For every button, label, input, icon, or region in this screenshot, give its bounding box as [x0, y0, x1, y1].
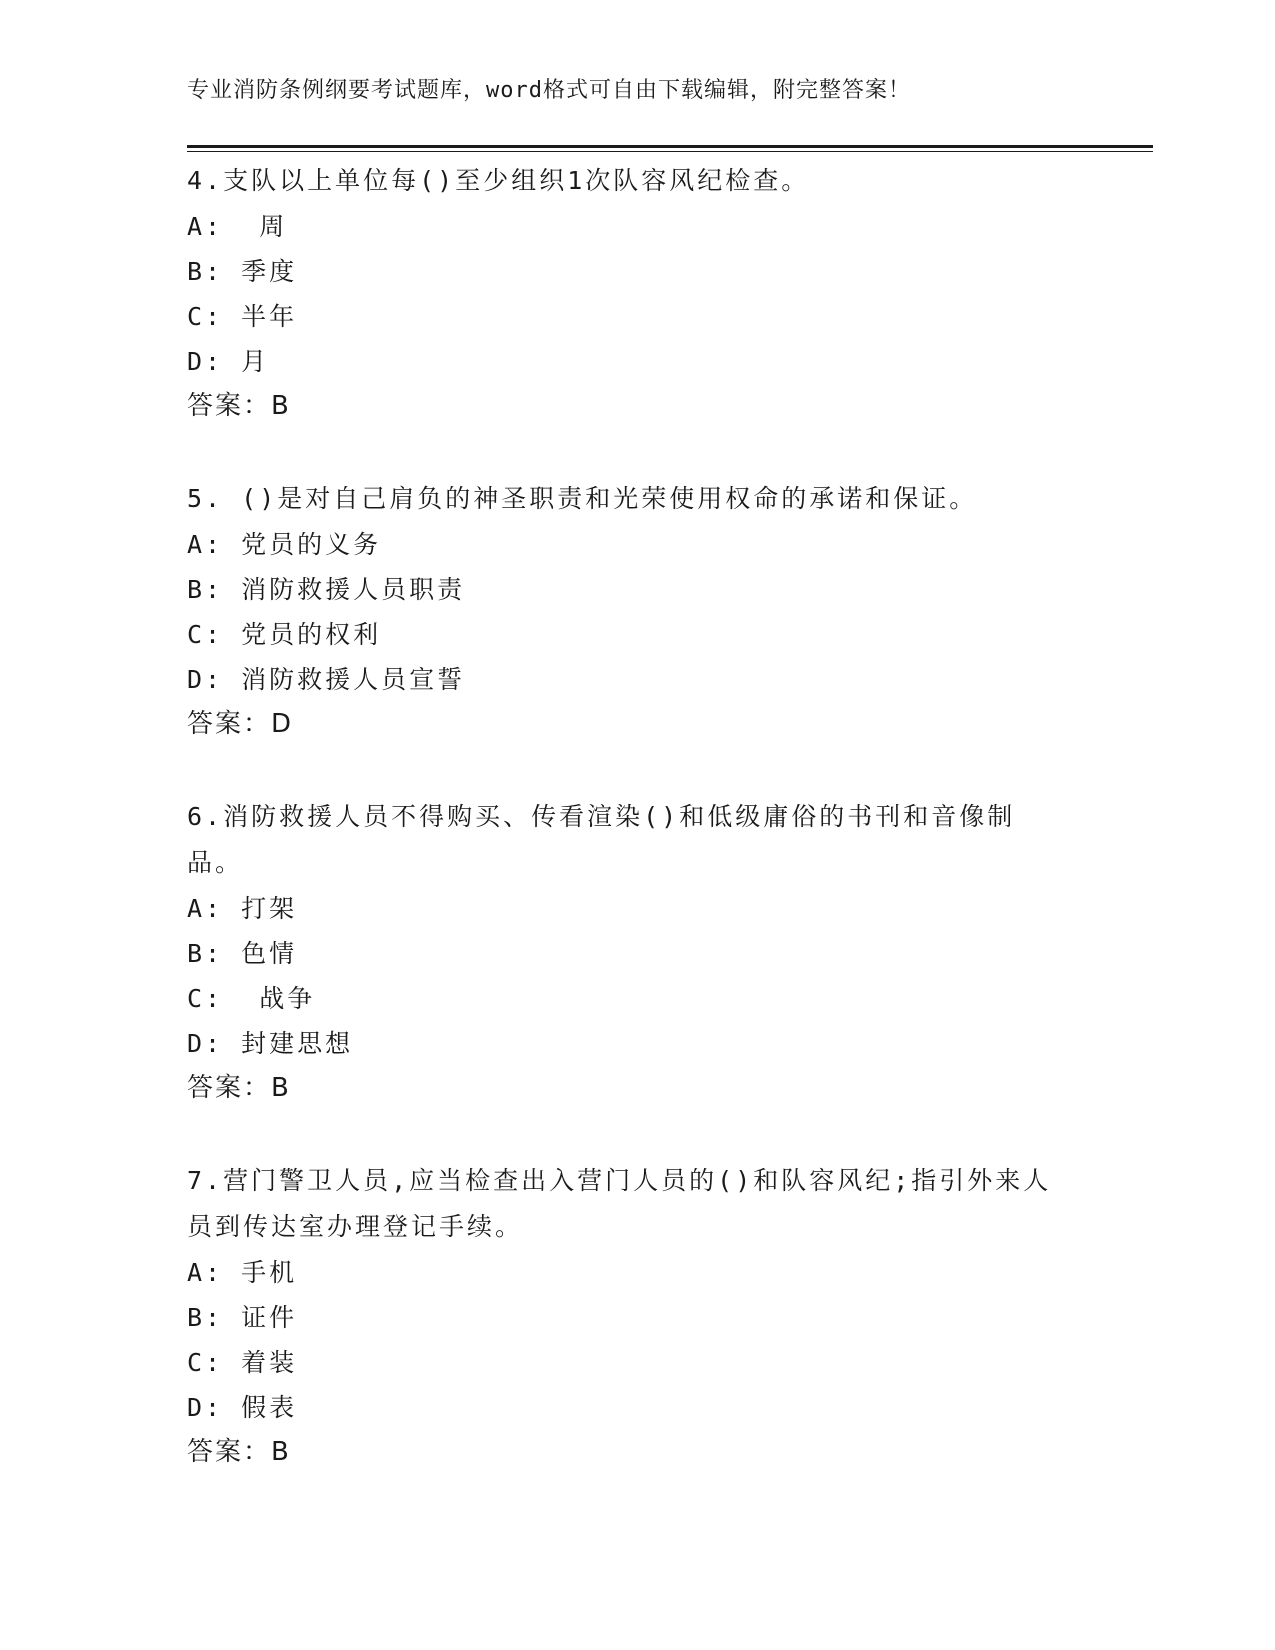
option-d: D: 假表 [187, 1393, 298, 1422]
option-b: B: 证件 [187, 1303, 298, 1332]
option-a: A: 党员的义务 [187, 530, 382, 559]
option-b: B: 季度 [187, 257, 298, 286]
question-stem: 4.支队以上单位每()至少组织1次队容风纪检查。 [187, 166, 810, 195]
option-d: D: 消防救援人员宣誓 [187, 665, 466, 694]
question-6 [187, 794, 1067, 1111]
question-4 [187, 158, 1067, 429]
question-stem: 5. ()是对自己肩负的神圣职责和光荣使用权命的承诺和保证。 [187, 484, 978, 513]
option-a: A: 手机 [187, 1258, 298, 1287]
option-c: C: 战争 [187, 984, 316, 1013]
question-5 [187, 476, 1067, 747]
option-d: D: 月 [187, 347, 270, 376]
question-stem: 6.消防救援人员不得购买、传看渲染()和低级庸俗的书刊和音像制品。 [187, 802, 1016, 877]
answer-line: 答案：B [187, 1073, 291, 1103]
option-b: B: 消防救援人员职责 [187, 575, 466, 604]
option-a: A: 周 [187, 212, 288, 241]
question-stem: 7.营门警卫人员,应当检查出入营门人员的()和队容风纪;指引外来人员到传达室办理登记手续。 [187, 1166, 1052, 1241]
header-rule-thin [187, 151, 1153, 152]
question-list [187, 158, 1067, 1522]
option-d: D: 封建思想 [187, 1029, 354, 1058]
question-7 [187, 1158, 1067, 1475]
option-b: B: 色情 [187, 939, 298, 968]
option-c: C: 着装 [187, 1348, 298, 1377]
page-header: 专业消防条例纲要考试题库，word格式可自由下载编辑，附完整答案！ [187, 78, 911, 103]
answer-line: 答案：B [187, 391, 291, 421]
answer-line: 答案：D [187, 709, 294, 739]
option-c: C: 半年 [187, 302, 298, 331]
answer-line: 答案：B [187, 1437, 291, 1467]
header-rule-thick [187, 145, 1153, 148]
option-a: A: 打架 [187, 894, 298, 923]
option-c: C: 党员的权利 [187, 620, 382, 649]
